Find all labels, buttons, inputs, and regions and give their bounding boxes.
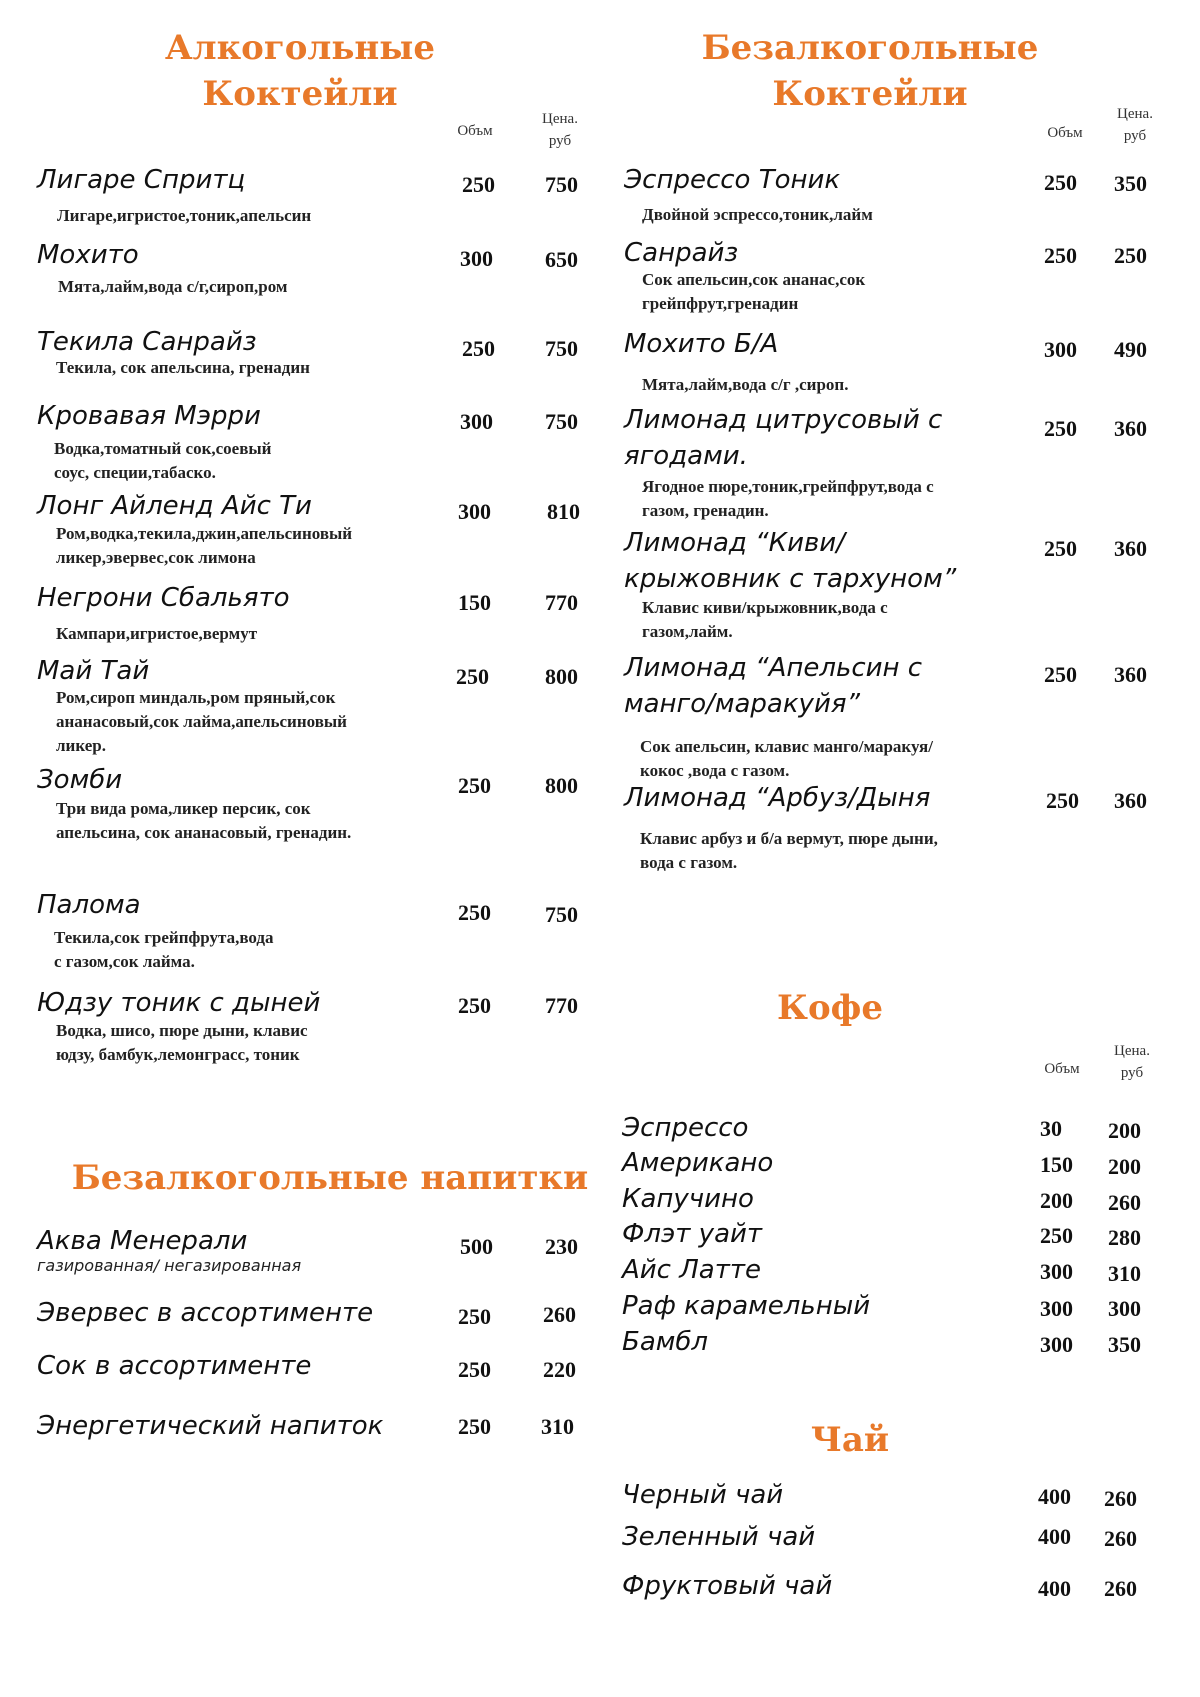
menu-item-volume: 250 — [1044, 536, 1077, 561]
menu-item-name: Энергетический напиток — [37, 1411, 384, 1441]
menu-item-name: Палома — [37, 890, 141, 920]
menu-item-price: 360 — [1114, 416, 1147, 441]
menu-item-volume: 250 — [1046, 788, 1079, 813]
alc-price-header: Цена. руб — [542, 111, 578, 149]
menu-item-name: Американо — [622, 1148, 774, 1178]
menu-item-description: Ягодное пюре,тоник,грейпфрут,вода с газом, гренадин. — [642, 477, 934, 520]
menu-item-volume: 250 — [456, 664, 489, 689]
menu-item-price: 230 — [545, 1234, 578, 1259]
menu-item-volume: 250 — [1044, 662, 1077, 687]
menu-item-price: 750 — [545, 336, 578, 361]
menu-item-volume: 300 — [460, 409, 493, 434]
menu-item-name: Лимонад цитрусовый с ягодами. — [624, 405, 943, 471]
menu-item-name: Черный чай — [622, 1480, 784, 1510]
menu-item-name: Лимонад “Арбуз/Дыня — [624, 783, 931, 813]
menu-item-price: 350 — [1108, 1332, 1141, 1357]
menu-item-description: Мята,лайм,вода с/г ,сироп. — [642, 375, 849, 394]
menu-item-name: Мохито Б/А — [624, 329, 779, 359]
menu-item-volume: 400 — [1038, 1576, 1071, 1601]
menu-item-volume: 300 — [1040, 1296, 1073, 1321]
menu-item-volume: 400 — [1038, 1484, 1071, 1509]
menu-item-volume: 30 — [1040, 1116, 1062, 1141]
menu-item-name: Флэт уайт — [622, 1219, 763, 1249]
menu-item-description: Мята,лайм,вода с/г,сироп,ром — [58, 277, 288, 296]
menu-item-description: Клавис киви/крыжовник,вода с газом,лайм. — [642, 598, 888, 641]
coffee-price-header: Цена. руб — [1114, 1043, 1150, 1081]
nonalc-vol-header: Объм — [1047, 125, 1083, 141]
menu-item-name: Санрайз — [624, 238, 739, 268]
menu-item-price: 770 — [545, 590, 578, 615]
drinks-title: Безалкогольные напитки — [71, 1158, 589, 1198]
menu-item-volume: 250 — [458, 773, 491, 798]
menu-item-description: Двойной эспрессо,тоник,лайм — [642, 205, 873, 224]
menu-item-name: Айс Латте — [622, 1255, 762, 1285]
menu-item-price: 220 — [543, 1357, 576, 1382]
menu-item-volume: 250 — [1040, 1223, 1073, 1248]
menu-item-volume: 500 — [460, 1234, 493, 1259]
menu-item-description: Сок апельсин, клавис манго/маракуя/ кокос ,вода с газом. — [640, 737, 933, 780]
menu-item-volume: 300 — [1040, 1332, 1073, 1357]
menu-item-volume: 250 — [1044, 416, 1077, 441]
menu-item-volume: 250 — [458, 1304, 491, 1329]
menu-item-name: Эвервес в ассортименте — [37, 1298, 374, 1328]
menu-item-volume: 150 — [458, 590, 491, 615]
menu-item-price: 800 — [545, 773, 578, 798]
nonalc-title: Безалкогольные Коктейли — [701, 28, 1039, 114]
menu-item-description: Водка, шисо, пюре дыни, клавис юдзу, бамбук,лемонграсс, тоник — [56, 1021, 308, 1064]
menu-item-name: Эспрессо Тоник — [624, 165, 841, 195]
menu-item-price: 260 — [1104, 1576, 1137, 1601]
menu-item-name: Лонг Айленд Айс Ти — [37, 491, 312, 521]
menu-item-volume: 150 — [1040, 1152, 1073, 1177]
menu-item-description: Лигаре,игристое,тоник,апельсин — [57, 206, 312, 225]
menu-item-price: 350 — [1114, 171, 1147, 196]
menu-item-name: Раф карамельный — [622, 1291, 871, 1321]
menu-item-description: Клавис арбуз и б/а вермут, пюре дыни, вода с газом. — [640, 829, 938, 872]
menu-item-price: 310 — [541, 1414, 574, 1439]
menu-item-name: Кровавая Мэрри — [37, 401, 261, 431]
menu-item-volume: 400 — [1038, 1524, 1071, 1549]
menu-item-name: Аква Менерали — [37, 1226, 248, 1256]
menu-item-price: 750 — [545, 172, 578, 197]
menu-item-name: Текила Санрайз — [37, 327, 257, 357]
coffee-title: Кофе — [777, 988, 883, 1028]
menu-item-price: 200 — [1108, 1118, 1141, 1143]
nonalc-price-header: Цена. руб — [1117, 106, 1153, 144]
menu-item-description: Текила,сок грейпфрута,вода с газом,сок лайма. — [54, 928, 274, 971]
menu-item-price: 260 — [1104, 1526, 1137, 1551]
menu-item-name: Зомби — [37, 765, 123, 795]
menu-item-volume: 200 — [1040, 1188, 1073, 1213]
menu-item-description: Ром,сироп миндаль,ром пряный,сок ананасовый,сок лайма,апельсиновый ликер. — [56, 688, 347, 755]
menu-item-volume: 250 — [462, 172, 495, 197]
menu-item-price: 250 — [1114, 243, 1147, 268]
menu-item-price: 650 — [545, 247, 578, 272]
menu-item-price: 200 — [1108, 1154, 1141, 1179]
menu-item-price: 750 — [545, 902, 578, 927]
menu-item-volume: 300 — [1044, 337, 1077, 362]
menu-item-name: Юдзу тоник с дыней — [37, 988, 321, 1018]
menu-item-volume: 300 — [458, 499, 491, 524]
menu-item-price: 360 — [1114, 788, 1147, 813]
menu-item-price: 260 — [1108, 1190, 1141, 1215]
menu-item-name: Мохито — [37, 240, 139, 270]
menu-item-name: Бамбл — [622, 1327, 709, 1357]
menu-item-price: 360 — [1114, 536, 1147, 561]
menu-item-volume: 250 — [458, 1357, 491, 1382]
alc-vol-header: Объм — [457, 123, 493, 139]
menu-item-volume: 300 — [1040, 1259, 1073, 1284]
menu-item-subtitle: газированная/ негазированная — [37, 1256, 302, 1275]
coffee-vol-header: Объм — [1044, 1061, 1080, 1077]
menu-item-price: 490 — [1114, 337, 1147, 362]
menu-item-volume: 300 — [460, 246, 493, 271]
menu-item-price: 280 — [1108, 1225, 1141, 1250]
menu-item-name: Лимонад “Апельсин с манго/маракуйя” — [624, 653, 923, 719]
menu-item-volume: 250 — [458, 993, 491, 1018]
menu-item-name: Лимонад “Киви/ крыжовник с тархуном” — [624, 528, 957, 594]
menu-item-price: 800 — [545, 664, 578, 689]
menu-item-description: Ром,водка,текила,джин,апельсиновый ликер,эвервес,сок лимона — [56, 524, 353, 567]
menu-item-name: Лигаре Спритц — [37, 165, 246, 195]
menu-item-description: Три вида рома,ликер персик, сок апельсина, сок ананасовый, гренадин. — [56, 799, 352, 842]
menu-item-name: Капучино — [622, 1184, 754, 1214]
menu-item-description: Сок апельсин,сок ананас,сок грейпфрут,гренадин — [642, 270, 866, 313]
menu-item-volume: 250 — [462, 336, 495, 361]
menu-item-price: 810 — [547, 499, 580, 524]
menu-item-volume: 250 — [1044, 170, 1077, 195]
menu-item-name: Негрони Сбальято — [37, 583, 290, 613]
menu-item-description: Кампари,игристое,вермут — [56, 624, 258, 643]
menu-item-name: Эспрессо — [622, 1113, 749, 1143]
tea-title: Чай — [810, 1420, 890, 1460]
menu-item-volume: 250 — [1044, 243, 1077, 268]
menu-item-price: 310 — [1108, 1261, 1141, 1286]
menu-item-price: 770 — [545, 993, 578, 1018]
menu-item-price: 260 — [1104, 1486, 1137, 1511]
menu-item-name: Фруктовый чай — [622, 1571, 833, 1601]
menu-item-name: Май Тай — [37, 656, 150, 686]
menu-item-name: Сок в ассортименте — [37, 1351, 312, 1381]
menu-item-description: Текила, сок апельсина, гренадин — [56, 358, 310, 377]
menu-item-volume: 250 — [458, 900, 491, 925]
menu-item-volume: 250 — [458, 1414, 491, 1439]
menu-item-price: 300 — [1108, 1296, 1141, 1321]
menu-item-name: Зеленный чай — [622, 1522, 816, 1552]
menu-item-price: 260 — [543, 1302, 576, 1327]
menu-item-price: 360 — [1114, 662, 1147, 687]
menu-item-price: 750 — [545, 409, 578, 434]
alc-title: Алкогольные Коктейли — [164, 28, 436, 114]
menu-item-description: Водка,томатный сок,соевый соус, специи,табаско. — [54, 439, 272, 482]
